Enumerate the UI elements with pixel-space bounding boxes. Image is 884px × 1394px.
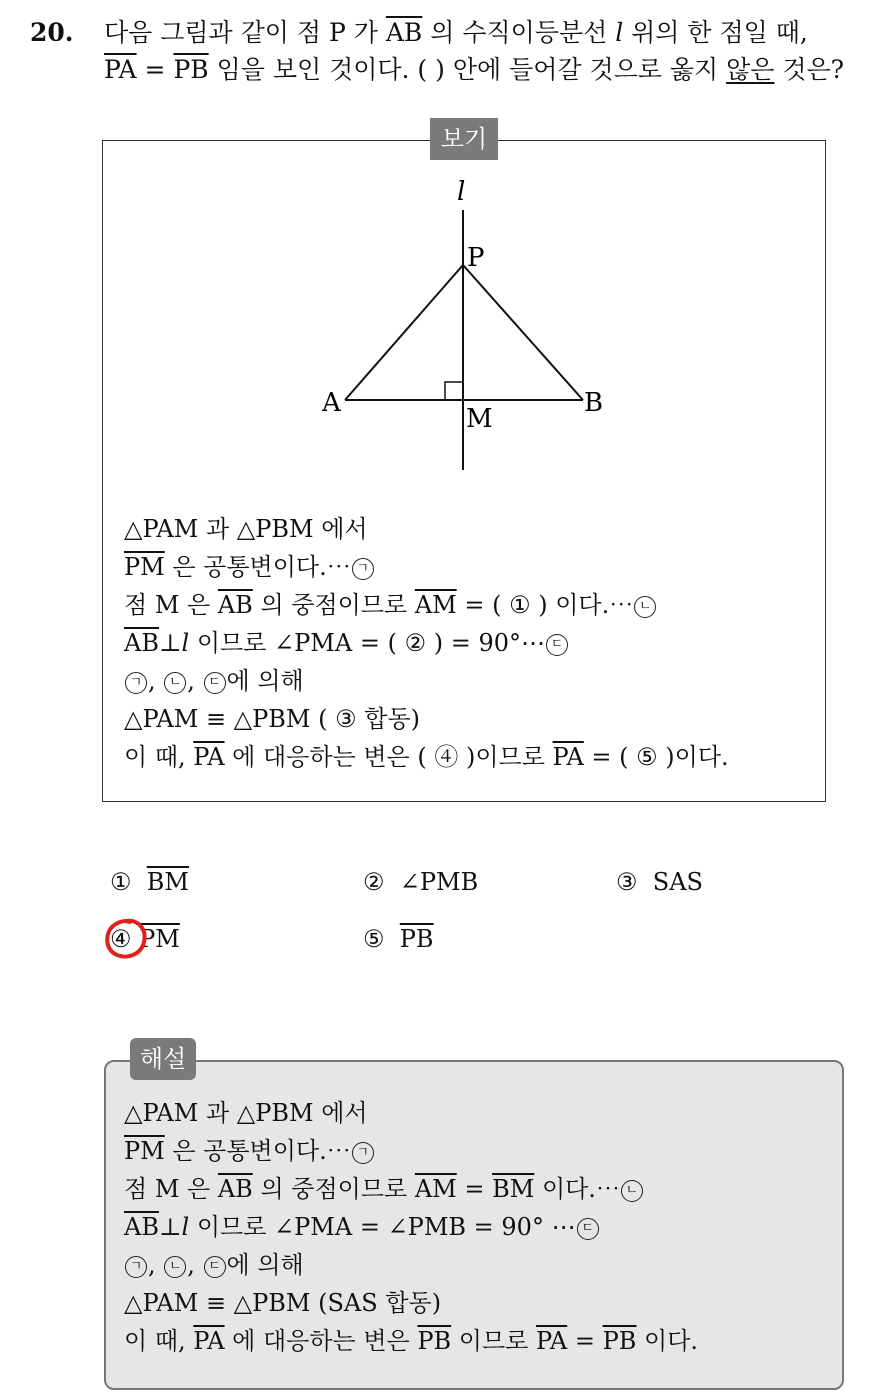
- solution-text-span: 은 공통변이다.⋯: [164, 1137, 351, 1165]
- perp-symbol: ⊥: [158, 1213, 182, 1241]
- segment-pm: $\overline{PM}$: [124, 1137, 165, 1165]
- underlined-word: 않은: [726, 55, 775, 84]
- choice-3[interactable]: [616, 868, 703, 896]
- proof-text-span: 의 중점이므로: [252, 591, 415, 619]
- solution-text-span: 의 중점이므로: [252, 1175, 415, 1203]
- triangle-diagram: [300, 170, 630, 480]
- segment-ab: $\overline{AB}$: [385, 18, 423, 47]
- segment-pa: $\overline{PA}$: [535, 1327, 568, 1355]
- question-text: 것은?: [774, 55, 845, 84]
- segment-pm: $\overline{PM}$: [124, 553, 165, 581]
- segment-pb-line: [463, 265, 583, 400]
- solution-text-span: 이다.: [636, 1327, 699, 1355]
- proof-text-span: 에 대응하는 변은 ( ④ )이므로: [224, 743, 553, 771]
- marker-2: ㄴ: [164, 672, 186, 694]
- answer-circle-mark: [102, 915, 150, 963]
- separator: ,: [187, 667, 203, 695]
- line-l: l: [181, 1213, 190, 1241]
- equals: =: [136, 55, 174, 84]
- separator: ,: [187, 1251, 203, 1279]
- marker-2: ㄴ: [634, 596, 656, 618]
- solution-line-2: [124, 1132, 698, 1170]
- segment-pa: $\overline{PA}$: [104, 55, 137, 84]
- choice-number: ③: [616, 868, 638, 896]
- segment-pa: $\overline{PA}$: [193, 743, 225, 771]
- solution-text-span: 이 때,: [124, 1327, 194, 1355]
- choice-text: $\overline{PM}$: [139, 925, 180, 953]
- segment-pa-line: [345, 265, 463, 400]
- bogi-label: 보기: [430, 118, 498, 160]
- solution-text-span: △PAM ≡ △PBM (SAS 합동): [124, 1289, 442, 1317]
- proof-text-span: △PAM 과 △PBM 에서: [124, 515, 368, 543]
- segment-pb: $\overline{PB}$: [173, 55, 209, 84]
- segment-pb: $\overline{PB}$: [602, 1327, 637, 1355]
- proof-text-span: = ( ① ) 이다.⋯: [456, 591, 634, 619]
- segment-pa: $\overline{PA}$: [193, 1327, 225, 1355]
- segment-ab: $\overline{AB}$: [124, 1213, 159, 1241]
- choice-number: ②: [363, 868, 385, 896]
- equals: =: [567, 1327, 603, 1355]
- marker-3: ㄷ: [204, 1256, 226, 1278]
- question-text: 임을 보인 것이다. ( ) 안에 들어갈 것으로 옳지: [208, 55, 727, 84]
- segment-bm: $\overline{BM}$: [492, 1175, 535, 1203]
- marker-2: ㄴ: [621, 1180, 643, 1202]
- marker-3: ㄷ: [577, 1218, 599, 1240]
- solution-text-span: 이다.⋯: [534, 1175, 620, 1203]
- proof-line-3: [124, 586, 729, 624]
- solution-text-span: 이므로 ∠PMA = ∠PMB = 90° ⋯: [189, 1213, 576, 1241]
- right-angle-mark: [445, 382, 463, 400]
- separator: ,: [148, 1251, 164, 1279]
- question-text: 의 수직이등분선: [422, 18, 616, 47]
- proof-text-span: 이 때,: [124, 743, 194, 771]
- label-m: M: [466, 404, 493, 434]
- question-line-2: [104, 51, 844, 88]
- segment-ab: $\overline{AB}$: [124, 629, 159, 657]
- question-text: 위의 한 점일 때,: [623, 18, 808, 47]
- choice-1[interactable]: [110, 868, 189, 896]
- proof-text-span: △PAM ≡ △PBM ( ③ 합동): [124, 705, 420, 733]
- segment-am: $\overline{AM}$: [414, 591, 457, 619]
- choice-2[interactable]: [363, 868, 478, 896]
- segment-pb: $\overline{PB}$: [417, 1327, 452, 1355]
- segment-ab: $\overline{AB}$: [217, 1175, 253, 1203]
- choice-text: $\overline{BM}$: [146, 868, 189, 896]
- segment-ab: $\overline{AB}$: [217, 591, 253, 619]
- question-text: 다음 그림과 같이 점 P 가: [104, 18, 386, 47]
- label-p: P: [467, 243, 485, 273]
- choice-text: SAS: [652, 868, 703, 896]
- proof-text-span: = ( ⑤ )이다.: [583, 743, 729, 771]
- proof-line-2: [124, 548, 729, 586]
- solution-line-6: [124, 1284, 698, 1322]
- label-b: B: [584, 388, 604, 418]
- solution-line-7: [124, 1322, 698, 1360]
- proof-line-6: [124, 700, 729, 738]
- solution-line-5: [124, 1246, 698, 1284]
- proof-line-7: [124, 738, 729, 776]
- question-number: 20.: [30, 18, 74, 47]
- solution-text-span: 점 M 은: [124, 1175, 218, 1203]
- solution-line-3: [124, 1170, 698, 1208]
- proof-text: [124, 510, 729, 776]
- choice-5[interactable]: [363, 925, 434, 953]
- choice-number: ①: [110, 868, 132, 896]
- marker-1: ㄱ: [352, 1142, 374, 1164]
- marker-3: ㄷ: [204, 672, 226, 694]
- solution-text-span: 에 의해: [226, 1251, 304, 1279]
- marker-2: ㄴ: [164, 1256, 186, 1278]
- solution-line-1: [124, 1094, 698, 1132]
- line-l: l: [181, 629, 190, 657]
- solution-text-span: 에 대응하는 변은: [224, 1327, 418, 1355]
- solution-text: [124, 1094, 698, 1360]
- proof-line-4: [124, 624, 729, 662]
- choice-text: $\overline{PB}$: [399, 925, 434, 953]
- solution-text-span: △PAM 과 △PBM 에서: [124, 1099, 368, 1127]
- proof-line-1: [124, 510, 729, 548]
- choice-number: ⑤: [363, 925, 385, 953]
- proof-text-span: 점 M 은: [124, 591, 218, 619]
- marker-1: ㄱ: [125, 672, 147, 694]
- solution-line-4: [124, 1208, 698, 1246]
- choice-number: ④: [110, 925, 132, 953]
- proof-text-span: 은 공통변이다.⋯: [164, 553, 351, 581]
- solution-label: 해설: [130, 1038, 196, 1080]
- line-l: l: [615, 18, 624, 47]
- marker-1: ㄱ: [125, 1256, 147, 1278]
- segment-pa: $\overline{PA}$: [552, 743, 584, 771]
- perp-symbol: ⊥: [158, 629, 182, 657]
- label-a: A: [322, 388, 341, 418]
- segment-am: $\overline{AM}$: [414, 1175, 457, 1203]
- label-l: l: [457, 177, 466, 207]
- proof-text-span: 에 의해: [226, 667, 304, 695]
- choice-text: ∠PMB: [399, 868, 479, 896]
- equals: =: [456, 1175, 493, 1203]
- marker-1: ㄱ: [352, 558, 374, 580]
- separator: ,: [148, 667, 164, 695]
- question-line-1: [104, 14, 808, 51]
- proof-text-span: 이므로 ∠PMA = ( ② ) = 90°⋯: [189, 629, 545, 657]
- solution-text-span: 이므로: [451, 1327, 536, 1355]
- marker-3: ㄷ: [546, 634, 568, 656]
- proof-line-5: [124, 662, 729, 700]
